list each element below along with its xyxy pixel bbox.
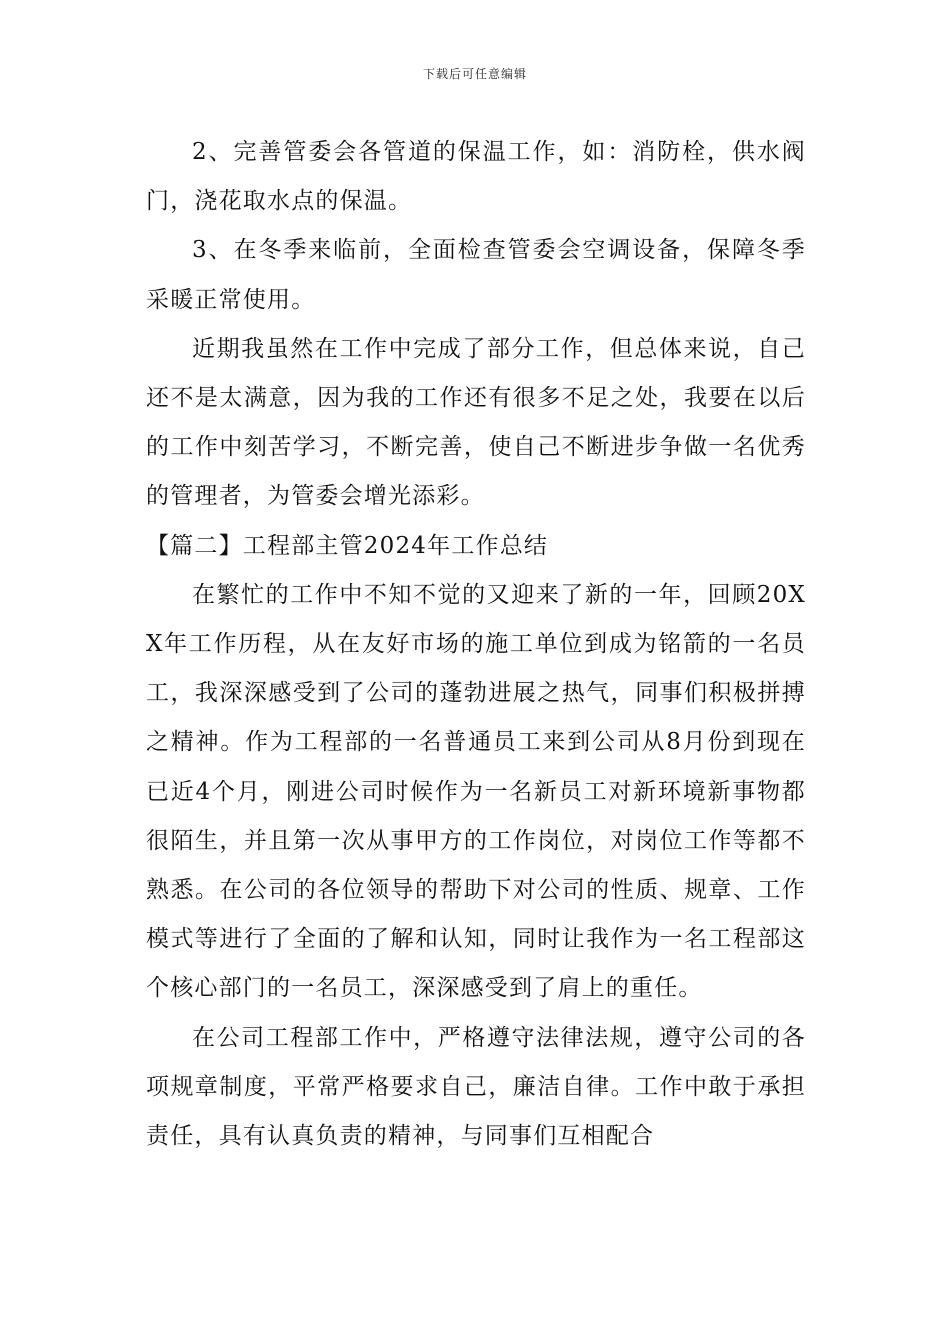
paragraph-work-conduct: 在公司工程部工作中，严格遵守法律法规，遵守公司的各项规章制度，平常严格要求自己，廉洁自律。工作中敢于承担责任，具有认真负责的精神，与同事们互相配合	[146, 1024, 806, 1150]
paragraph-year-review: 在繁忙的工作中不知不觉的又迎来了新的一年，回顾20XX年工作历程，从在友好市场的施工单位到成为铭箭的一名员工，我深深感受到了公司的蓬勃进展之热气，同事们积极拼搏之精神。作为工程部的一名普通员工来到公司从8月份到现在已近4个月，刚进公司时候作为一名新员工对新环境新事物都很陌生，并且第一次从事甲方的工作岗位，对岗位工作等都不熟悉。在公司的各位领导的帮助下对公司的性质、规章、工作模式等进行了全面的了解和认知，同时让我作为一名工程部这个核心部门的一名员工，深深感受到了肩上的重任。	[146, 581, 806, 1002]
page-header-note: 下载后可任意编辑	[422, 67, 527, 81]
document-body	[146, 128, 806, 1161]
paragraph-air-conditioning: 3、在冬季来临前，全面检查管委会空调设备，保障冬季采暖正常使用。	[146, 237, 806, 313]
section-title: 【篇二】工程部主管2024年工作总结	[146, 532, 549, 559]
paragraph-self-assessment: 近期我虽然在工作中完成了部分工作，但总体来说，自己还不是太满意，因为我的工作还有很多不足之处，我要在以后的工作中刻苦学习，不断完善，使自己不断进步争做一名优秀的管理者，为管委会增光添彩。	[146, 335, 806, 510]
paragraph-insulation: 2、完善管委会各管道的保温工作，如：消防栓，供水阀门，浇花取水点的保温。	[146, 139, 806, 215]
